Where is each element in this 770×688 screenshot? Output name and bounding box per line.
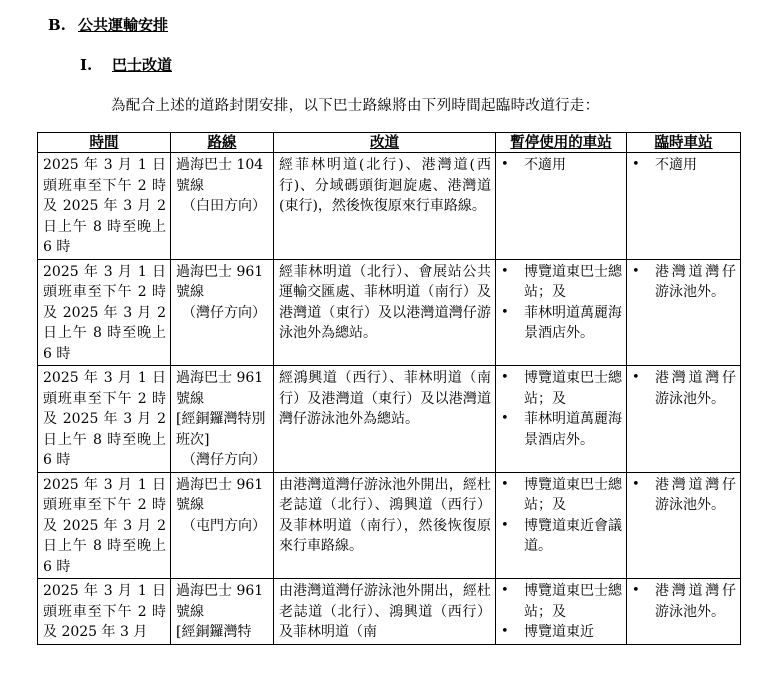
route-direction: （灣仔方向） (182, 452, 266, 468)
suspended-stop: • 菲林明道萬麗海景酒店外。 (501, 303, 622, 344)
section-letter: B. (48, 16, 66, 34)
route-number: 過海巴士 961 號線 (176, 476, 264, 513)
cell-diversion: 經菲林明道（北行）、會展站公共運輸交匯處、菲林明道（南行）及港灣道（東行）及以港灣道灣仔游泳池外為總站。 (274, 259, 496, 366)
suspended-stop: • 菲林明道萬麗海景酒店外。 (501, 409, 622, 450)
bus-diversion-table (37, 132, 741, 645)
bullet-list (632, 155, 736, 176)
route-number: 過海巴士 961 號線 (176, 583, 264, 620)
table-row (38, 259, 741, 366)
route-extra: [經銅鑼灣特 (176, 624, 252, 640)
cell-time: 2025 年 3 月 1 日頭班車至下午 2 時及 2025 年 3 月 2 日上午 8 時至晚上 6 時 (38, 366, 171, 473)
cell-time: 2025 年 3 月 1 日頭班車至下午 2 時及 2025 年 3 月 2 日上午 8 時至晚上 6 時 (38, 472, 171, 579)
cell-temp-stops (627, 472, 741, 579)
cell-time: 2025 年 3 月 1 日頭班車至下午 2 時及 2025 年 3 月 2 日上午 8 時至晚上 6 時 (38, 153, 171, 260)
cell-suspended-stops (496, 472, 627, 579)
section-b-heading (48, 14, 168, 35)
temp-stop: • 港灣道灣仔游泳池外。 (632, 262, 736, 303)
cell-suspended-stops (496, 579, 627, 645)
section-title: 公共運輸安排 (78, 16, 169, 34)
temp-stop: • 港灣道灣仔游泳池外。 (632, 581, 736, 622)
table-row (38, 153, 741, 260)
temp-stop: • 不適用 (632, 155, 736, 176)
intro-paragraph: 為配合上述的道路封閉安排，以下巴士路線將由下列時間起臨時改道行走： (111, 98, 600, 114)
bullet-list (632, 581, 736, 622)
cell-diversion: 由港灣道灣仔游泳池外開出，經杜老誌道（北行）、鴻興道（西行）及菲林明道（南行），然後恢復原來行車路線。 (274, 472, 496, 579)
table-row (38, 579, 741, 645)
header-time: 時間 (38, 133, 171, 153)
cell-time: 2025 年 3 月 1 日頭班車至下午 2 時及 2025 年 3 月 (38, 579, 171, 645)
suspended-stop: • 博覽道東巴士總站；及 (501, 368, 622, 409)
suspended-stop: • 博覽道東巴士總站；及 (501, 475, 622, 516)
route-number: 過海巴士 961 號線 (176, 370, 264, 407)
route-extra: [經銅鑼灣特別班次] (176, 411, 266, 448)
route-direction: （灣仔方向） (182, 304, 266, 321)
subsection-letter: I. (80, 56, 93, 74)
cell-diversion: 經菲林明道(北行)、港灣道(西行)、分域碼頭街迴旋處、港灣道(東行)，然後恢復原來行車路線。 (274, 153, 496, 260)
bullet-list (501, 262, 622, 344)
suspended-stop: • 博覽道東巴士總站；及 (501, 581, 622, 622)
table-header-row (38, 133, 741, 153)
header-suspended-stops: 暫停使用的車站 (496, 133, 627, 153)
table-row (38, 366, 741, 473)
cell-suspended-stops (496, 259, 627, 366)
cell-diversion: 經鴻興道（西行）、菲林明道（南行）及港灣道（東行）及以港灣道灣仔游泳池外為總站。 (274, 366, 496, 473)
cell-route (171, 153, 274, 260)
route-number: 過海巴士 104 號線 (176, 157, 264, 194)
cell-temp-stops (627, 259, 741, 366)
temp-stop: • 港灣道灣仔游泳池外。 (632, 368, 736, 409)
header-temp-stops: 臨時車站 (627, 133, 741, 153)
suspended-stop: • 不適用 (501, 155, 622, 176)
cell-route (171, 472, 274, 579)
header-diversion: 改道 (274, 133, 496, 153)
bullet-list (632, 368, 736, 409)
route-direction: （白田方向） (182, 198, 266, 214)
cell-suspended-stops (496, 366, 627, 473)
bullet-list (632, 475, 736, 516)
cell-temp-stops (627, 153, 741, 260)
temp-stop: • 港灣道灣仔游泳池外。 (632, 475, 736, 516)
bullet-list (501, 475, 622, 557)
route-number: 過海巴士 961 號線 (176, 263, 264, 300)
cell-route (171, 366, 274, 473)
cell-suspended-stops (496, 153, 627, 260)
bullet-list (501, 368, 622, 450)
bullet-list (632, 262, 736, 303)
cell-temp-stops (627, 366, 741, 473)
bullet-list (501, 155, 622, 176)
suspended-stop: • 博覽道東巴士總站；及 (501, 262, 622, 303)
header-route: 路線 (171, 133, 274, 153)
suspended-stop: • 博覽道東近會議道。 (501, 516, 622, 557)
subsection-title: 巴士改道 (112, 56, 173, 74)
cell-route (171, 259, 274, 366)
table-row (38, 472, 741, 579)
suspended-stop: • 博覽道東近 (501, 622, 622, 643)
subsection-i-heading (80, 54, 172, 75)
cell-time: 2025 年 3 月 1 日頭班車至下午 2 時及 2025 年 3 月 2 日上午 8 時至晚上 6 時 (38, 259, 171, 366)
cell-diversion: 由港灣道灣仔游泳池外開出，經杜老誌道（北行）、鴻興道（西行）及菲林明道（南 (274, 579, 496, 645)
route-direction: （屯門方向） (182, 517, 266, 534)
cell-route (171, 579, 274, 645)
cell-temp-stops (627, 579, 741, 645)
bullet-list (501, 581, 622, 643)
